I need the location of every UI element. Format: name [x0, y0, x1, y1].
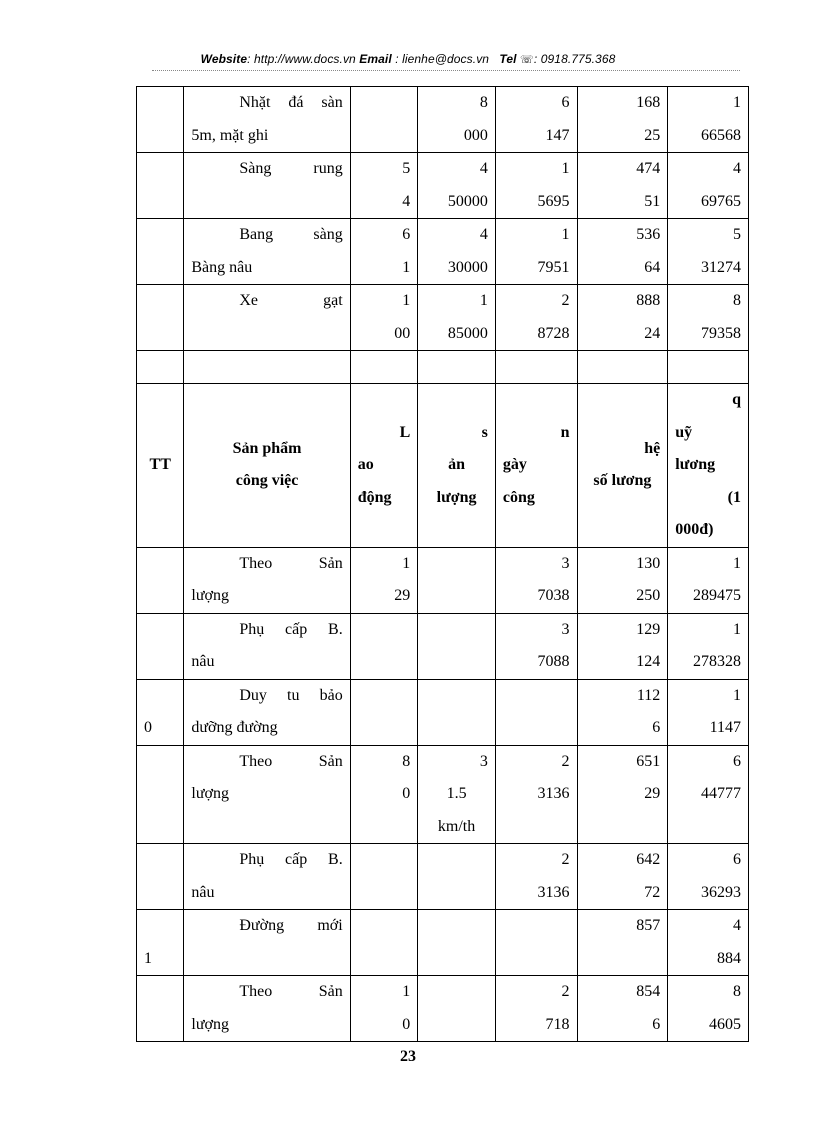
- cell-quy-luong: 8 4605: [668, 976, 749, 1042]
- cell-ngay-cong: 1 5695: [495, 153, 577, 219]
- cell-tt: 1: [137, 910, 184, 976]
- table-header-row: [137, 384, 749, 548]
- table-row: [137, 976, 749, 1042]
- cell-he-so: 536 64: [577, 219, 668, 285]
- cell-lao-dong: [350, 613, 418, 679]
- spacer-row: [137, 351, 749, 384]
- cell-lao-dong: 1 0: [350, 976, 418, 1042]
- table-spacer-section: [137, 351, 749, 384]
- table-header-section: [137, 384, 749, 548]
- cell-ngay-cong: 1 7951: [495, 219, 577, 285]
- table-row: [137, 910, 749, 976]
- cell-ngay-cong: [495, 910, 577, 976]
- cell-lao-dong: 1 29: [350, 547, 418, 613]
- table-row: [137, 547, 749, 613]
- cell-product: Sàng rung: [184, 153, 350, 219]
- cell-san-luong: [418, 976, 496, 1042]
- cell-product: Duy tu bảo dưỡng đường: [184, 679, 350, 745]
- cell-san-luong: [418, 679, 496, 745]
- page-header: [0, 52, 816, 66]
- cell-tt: [137, 745, 184, 844]
- cell-quy-luong: 5 31274: [668, 219, 749, 285]
- cell-quy-luong: 6 44777: [668, 745, 749, 844]
- cell-tt: 0: [137, 679, 184, 745]
- cell-tt: [137, 844, 184, 910]
- page-number: 23: [400, 1048, 416, 1065]
- header-tt: TT: [137, 384, 184, 548]
- table-row: [137, 844, 749, 910]
- cell-tt: [137, 219, 184, 285]
- cell-product: Theo Sản lượng: [184, 976, 350, 1042]
- table-row: [137, 285, 749, 351]
- cell-ngay-cong: 2 8728: [495, 285, 577, 351]
- cell-san-luong: 1 85000: [418, 285, 496, 351]
- cell-quy-luong: 1 1147: [668, 679, 749, 745]
- cell-product: Đường mới: [184, 910, 350, 976]
- table-row: [137, 153, 749, 219]
- cell-tt: [137, 153, 184, 219]
- table-row: [137, 679, 749, 745]
- cell-ngay-cong: 3 7088: [495, 613, 577, 679]
- cell-lao-dong: [350, 87, 418, 153]
- cell-tt: [137, 87, 184, 153]
- cell-product: Phụ cấp B. nâu: [184, 844, 350, 910]
- cell-quy-luong: 4 884: [668, 910, 749, 976]
- cell-quy-luong: 4 69765: [668, 153, 749, 219]
- cell-lao-dong: 5 4: [350, 153, 418, 219]
- cell-he-so: 642 72: [577, 844, 668, 910]
- tel-label: Tel: [499, 52, 517, 66]
- cell-ngay-cong: 2 3136: [495, 844, 577, 910]
- cell-san-luong: 8 000: [418, 87, 496, 153]
- cell-quy-luong: 1 66568: [668, 87, 749, 153]
- cell-he-so: 888 24: [577, 285, 668, 351]
- cell-quy-luong: 6 36293: [668, 844, 749, 910]
- website-label: Website: [200, 52, 248, 66]
- cell-lao-dong: [350, 844, 418, 910]
- header-san-luong: s ản lượng: [418, 384, 496, 548]
- cell-product: Nhặt đá sàn 5m, mặt ghi: [184, 87, 350, 153]
- header-divider: [152, 70, 740, 71]
- header-quy-luong: q uỹ lương (1 000đ): [668, 384, 749, 548]
- cell-he-so: 474 51: [577, 153, 668, 219]
- cell-ngay-cong: 2 3136: [495, 745, 577, 844]
- cell-lao-dong: [350, 679, 418, 745]
- cell-lao-dong: 1 00: [350, 285, 418, 351]
- table-row: [137, 87, 749, 153]
- cell-he-so: 130 250: [577, 547, 668, 613]
- cell-tt: [137, 976, 184, 1042]
- cell-san-luong: [418, 910, 496, 976]
- tel-value: : 0918.775.368: [533, 52, 616, 66]
- cell-quy-luong: 8 79358: [668, 285, 749, 351]
- cell-product: Phụ cấp B. nâu: [184, 613, 350, 679]
- cell-tt: [137, 613, 184, 679]
- table-row: [137, 613, 749, 679]
- cell-tt: [137, 285, 184, 351]
- cell-san-luong: [418, 547, 496, 613]
- cell-product: Theo Sản lượng: [184, 745, 350, 844]
- cell-ngay-cong: 3 7038: [495, 547, 577, 613]
- header-he-so: hệ số lương: [577, 384, 668, 548]
- cell-san-luong: [418, 844, 496, 910]
- cell-he-so: 129 124: [577, 613, 668, 679]
- cell-he-so: 857: [577, 910, 668, 976]
- website-value: : http://www.docs.vn: [247, 52, 356, 66]
- cell-he-so: 854 6: [577, 976, 668, 1042]
- table-top-section: [137, 87, 749, 351]
- header-product: Sản phẩm công việc: [184, 384, 350, 548]
- header-ngay-cong: n gày công: [495, 384, 577, 548]
- cell-product: Theo Sản lượng: [184, 547, 350, 613]
- cell-product: Bang sàng Bàng nâu: [184, 219, 350, 285]
- cell-ngay-cong: 2 718: [495, 976, 577, 1042]
- cell-san-luong: 4 30000: [418, 219, 496, 285]
- cell-he-so: 112 6: [577, 679, 668, 745]
- cell-ngay-cong: 6 147: [495, 87, 577, 153]
- table-row: [137, 219, 749, 285]
- cell-lao-dong: 8 0: [350, 745, 418, 844]
- cell-product: Xe gạt: [184, 285, 350, 351]
- cell-san-luong: 3 1.5 km/th: [418, 745, 496, 844]
- phone-icon: ☏: [520, 54, 534, 66]
- header-lao-dong: L ao động: [350, 384, 418, 548]
- cell-lao-dong: 6 1: [350, 219, 418, 285]
- cell-lao-dong: [350, 910, 418, 976]
- table-row: [137, 745, 749, 844]
- cell-quy-luong: 1 289475: [668, 547, 749, 613]
- table-bottom-section: [137, 547, 749, 1042]
- cell-he-so: 168 25: [577, 87, 668, 153]
- cell-san-luong: 4 50000: [418, 153, 496, 219]
- cell-he-so: 651 29: [577, 745, 668, 844]
- cell-ngay-cong: [495, 679, 577, 745]
- cell-quy-luong: 1 278328: [668, 613, 749, 679]
- email-value: : lienhe@docs.vn: [395, 52, 490, 66]
- cell-tt: [137, 547, 184, 613]
- email-label: Email: [359, 52, 392, 66]
- cell-san-luong: [418, 613, 496, 679]
- wage-table: [136, 86, 749, 1042]
